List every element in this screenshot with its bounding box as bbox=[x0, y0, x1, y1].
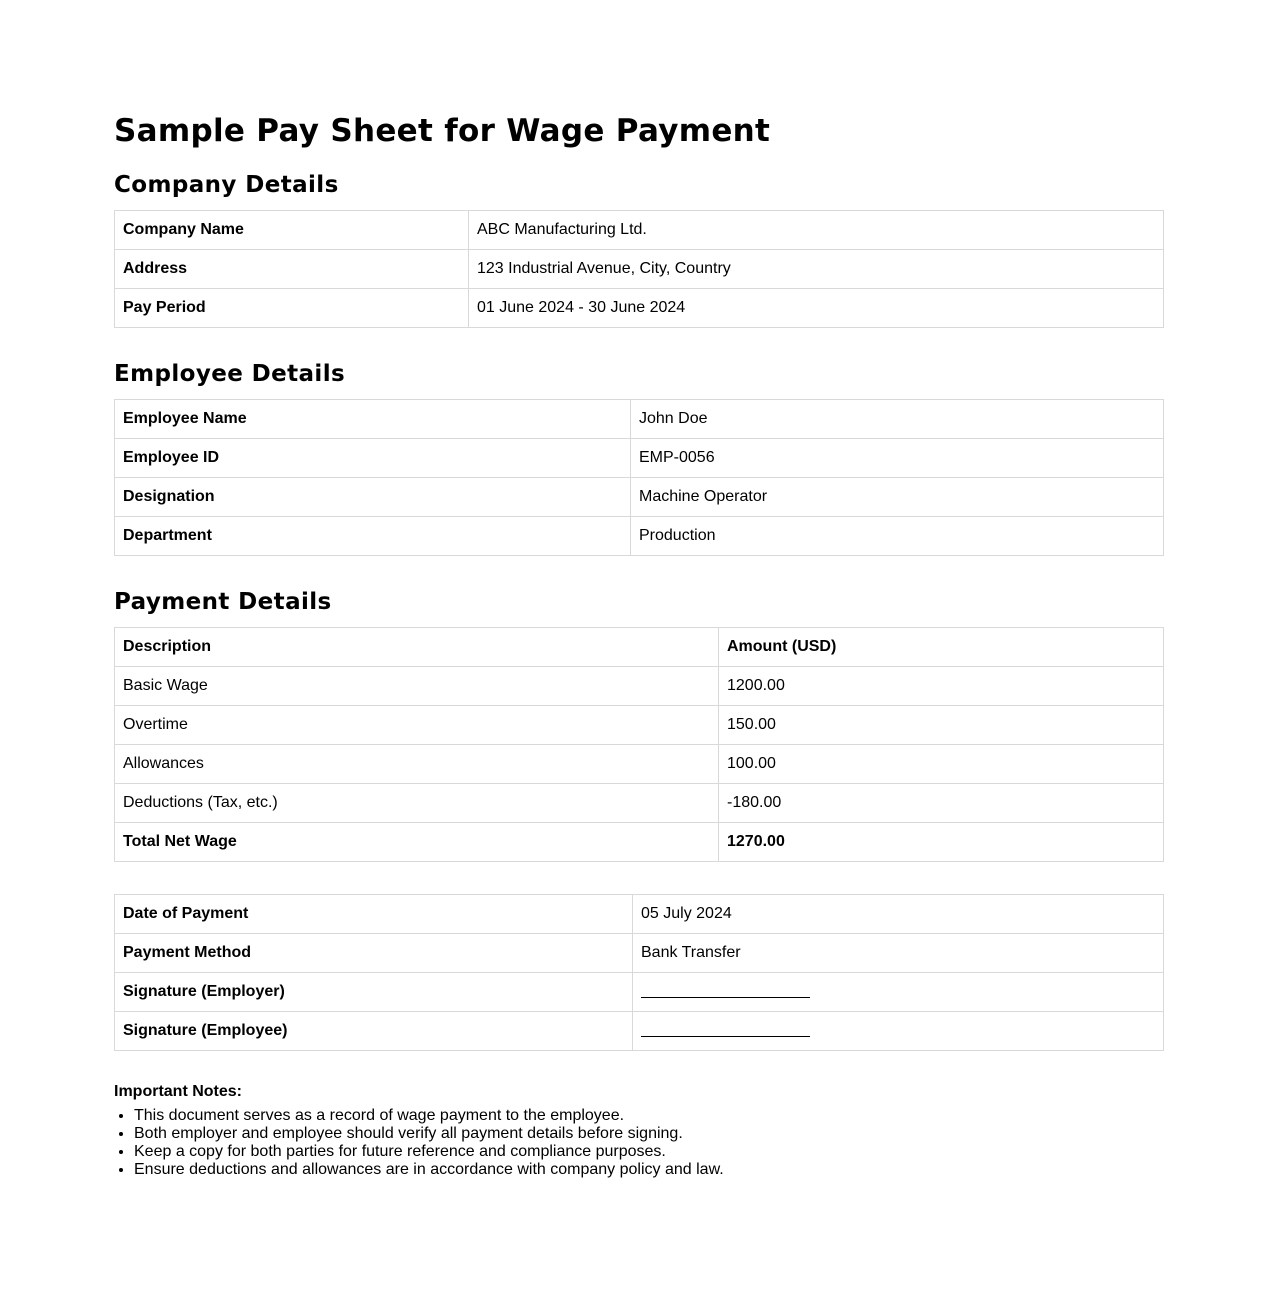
total-net-wage-amount: 1270.00 bbox=[719, 823, 1164, 862]
payment-header-row bbox=[115, 628, 1164, 667]
employee-signature-label: Signature (Employee) bbox=[115, 1012, 633, 1051]
employee-name-value: John Doe bbox=[631, 400, 1164, 439]
date-of-payment-value: 05 July 2024 bbox=[633, 895, 1164, 934]
company-name-value: ABC Manufacturing Ltd. bbox=[469, 211, 1164, 250]
total-net-wage-label: Total Net Wage bbox=[115, 823, 719, 862]
table-row bbox=[115, 706, 1164, 745]
payment-description: Overtime bbox=[115, 706, 719, 745]
address-row bbox=[115, 250, 1164, 289]
address-label: Address bbox=[115, 250, 469, 289]
description-column-header: Description bbox=[115, 628, 719, 667]
payment-amount: 1200.00 bbox=[719, 667, 1164, 706]
employer-signature-row bbox=[115, 973, 1164, 1012]
total-net-wage-row bbox=[115, 823, 1164, 862]
company-name-label: Company Name bbox=[115, 211, 469, 250]
payment-method-value: Bank Transfer bbox=[633, 934, 1164, 973]
amount-column-header: Amount (USD) bbox=[719, 628, 1164, 667]
employer-signature-cell bbox=[633, 973, 1164, 1012]
department-label: Department bbox=[115, 517, 631, 556]
designation-row bbox=[115, 478, 1164, 517]
list-item: • This document serves as a record of wage payment to the employee. bbox=[134, 1107, 1164, 1125]
pay-period-value: 01 June 2024 - 30 June 2024 bbox=[469, 289, 1164, 328]
employee-id-row bbox=[115, 439, 1164, 478]
employee-signature-line bbox=[641, 1024, 810, 1037]
payment-details-heading: Payment Details bbox=[114, 589, 332, 615]
employee-signature-row bbox=[115, 1012, 1164, 1051]
payment-description: Deductions (Tax, etc.) bbox=[115, 784, 719, 823]
payment-signoff-table bbox=[114, 894, 1164, 1051]
table-row bbox=[115, 745, 1164, 784]
date-of-payment-row bbox=[115, 895, 1164, 934]
employee-signature-cell bbox=[633, 1012, 1164, 1051]
pay-period-label: Pay Period bbox=[115, 289, 469, 328]
pay-period-row bbox=[115, 289, 1164, 328]
employee-name-row bbox=[115, 400, 1164, 439]
date-of-payment-label: Date of Payment bbox=[115, 895, 633, 934]
company-details-heading: Company Details bbox=[114, 172, 339, 198]
employer-signature-label: Signature (Employer) bbox=[115, 973, 633, 1012]
employee-details-table bbox=[114, 399, 1164, 556]
designation-value: Machine Operator bbox=[631, 478, 1164, 517]
department-value: Production bbox=[631, 517, 1164, 556]
employee-id-label: Employee ID bbox=[115, 439, 631, 478]
employer-signature-line bbox=[641, 985, 810, 998]
department-row bbox=[115, 517, 1164, 556]
payment-description: Basic Wage bbox=[115, 667, 719, 706]
payment-amount: -180.00 bbox=[719, 784, 1164, 823]
company-details-table bbox=[114, 210, 1164, 328]
page-title: Sample Pay Sheet for Wage Payment bbox=[114, 113, 771, 149]
payment-description: Allowances bbox=[115, 745, 719, 784]
table-row bbox=[115, 784, 1164, 823]
important-notes-title: Important Notes: bbox=[114, 1083, 242, 1100]
list-item: • Ensure deductions and allowances are in accordance with company policy and law. bbox=[134, 1161, 1164, 1179]
designation-label: Designation bbox=[115, 478, 631, 517]
employee-id-value: EMP-0056 bbox=[631, 439, 1164, 478]
important-notes-list bbox=[114, 1107, 1164, 1179]
employee-details-heading: Employee Details bbox=[114, 361, 346, 387]
payment-details-table bbox=[114, 627, 1164, 862]
company-name-row bbox=[115, 211, 1164, 250]
payment-method-row bbox=[115, 934, 1164, 973]
payment-method-label: Payment Method bbox=[115, 934, 633, 973]
list-item: • Both employer and employee should verify all payment details before signing. bbox=[134, 1125, 1164, 1143]
employee-name-label: Employee Name bbox=[115, 400, 631, 439]
table-row bbox=[115, 667, 1164, 706]
list-item: • Keep a copy for both parties for future reference and compliance purposes. bbox=[134, 1143, 1164, 1161]
payment-amount: 100.00 bbox=[719, 745, 1164, 784]
payment-amount: 150.00 bbox=[719, 706, 1164, 745]
address-value: 123 Industrial Avenue, City, Country bbox=[469, 250, 1164, 289]
